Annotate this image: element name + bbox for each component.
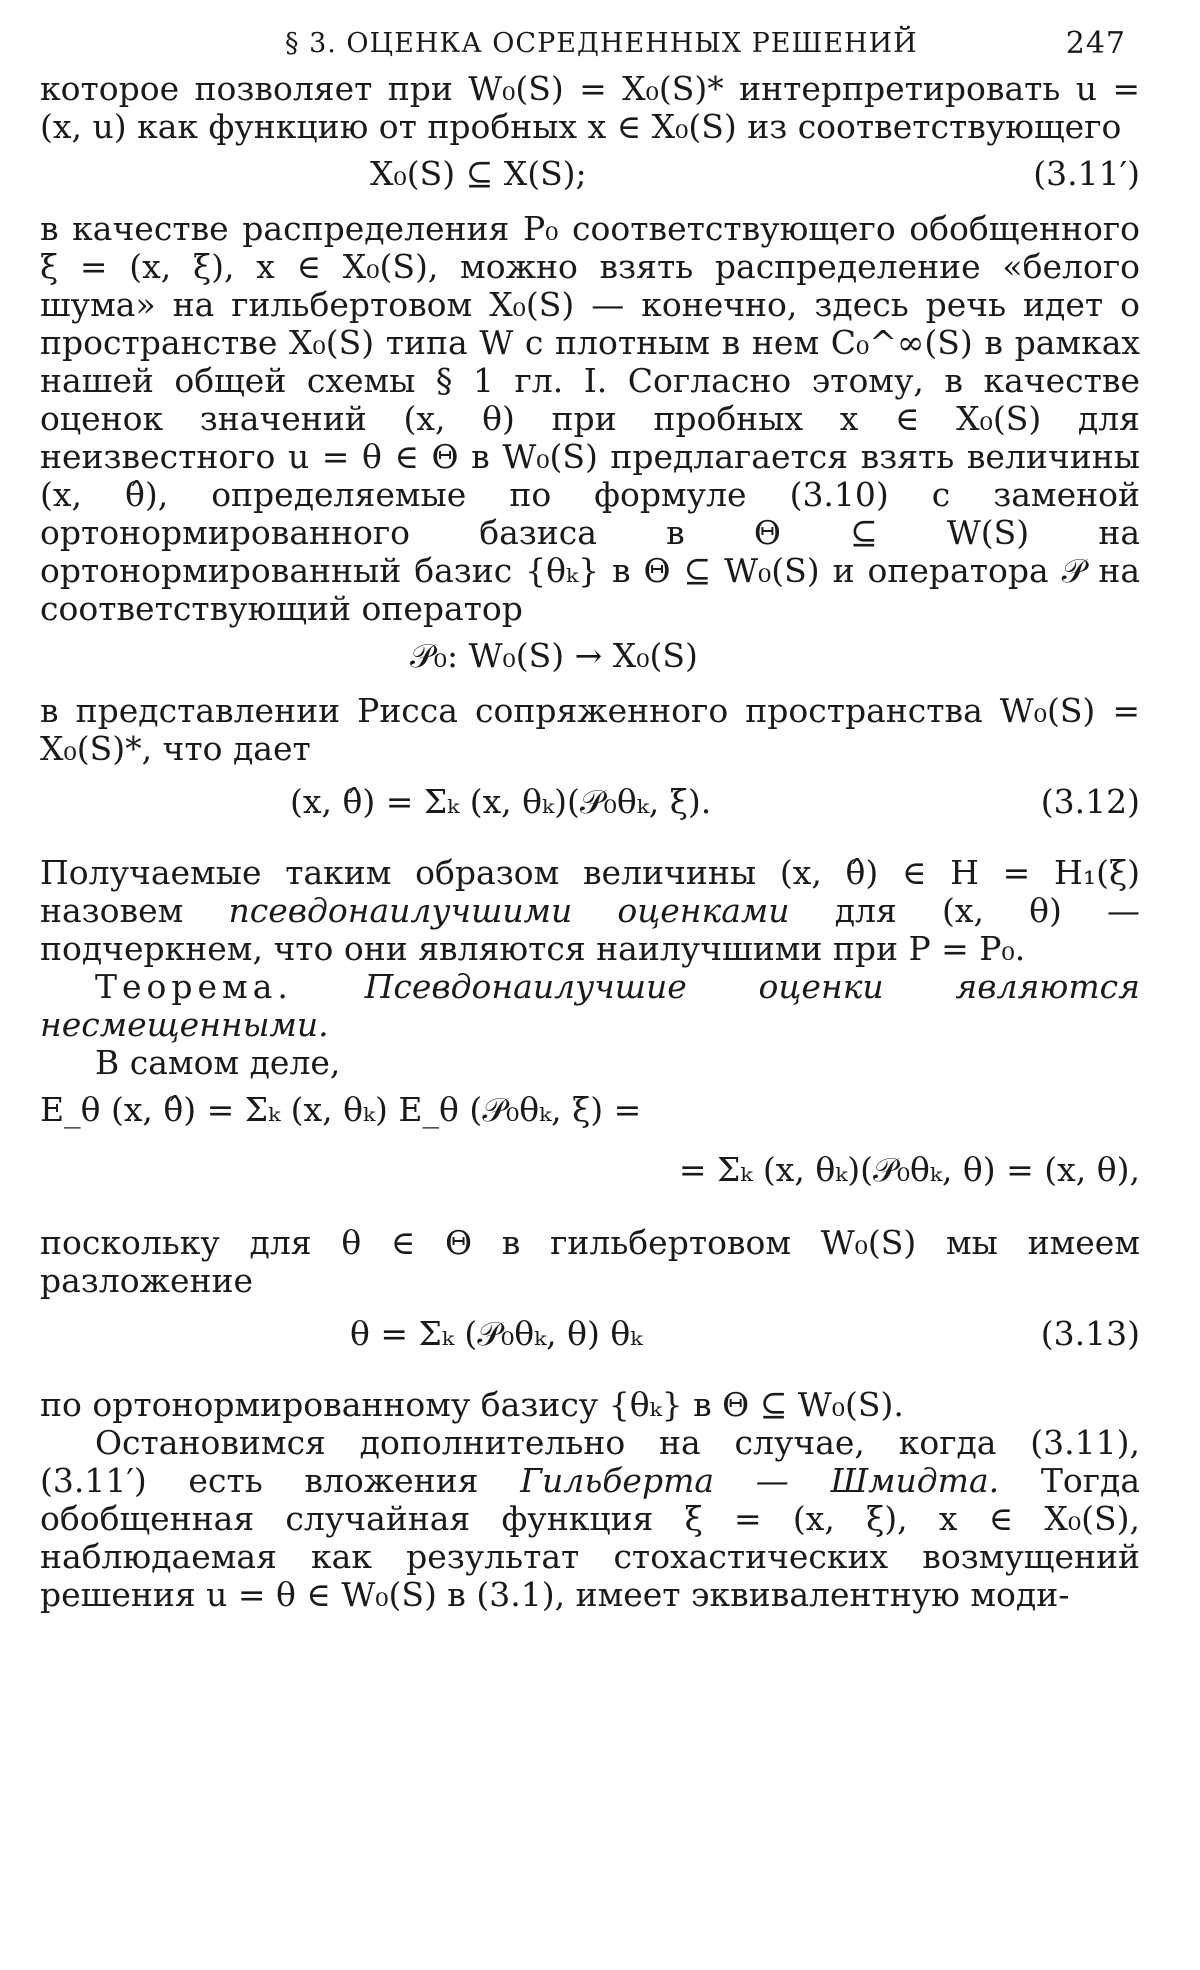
equation-3-13 bbox=[40, 1308, 1140, 1378]
equation-expr: X₀(S) ⊆ X(S); bbox=[370, 154, 587, 193]
paragraph-4-text-b: для (x, θ) — подчеркнем, что они являются наилучшими при P = P₀. bbox=[40, 891, 1140, 968]
equation-3-12 bbox=[40, 776, 1140, 846]
paragraph-1: которое позволяет при W₀(S) = X₀(S)* интерпретировать u = (x, u) как функцию от пробных x ∈ X₀(S) из соответствующего bbox=[40, 69, 1140, 146]
term-hilbert-schmidt: Гильберта — Шмидта. bbox=[520, 1461, 1000, 1500]
equation-3-11-prime bbox=[40, 154, 1140, 202]
paragraph-8 bbox=[40, 1424, 1140, 1614]
paragraph-2: в качестве распределения P₀ соответствующего обобщенного ξ = (x, ξ), x ∈ X₀(S), можно взять распределение «белого шума» на гильбертовом X₀(S) — конечно, здесь речь идет о пространстве X₀(S) типа W с плотным в нем C₀^∞(S) в рамках нашей общей схемы § 1 гл. I. Согласно этому, в качестве оценок значений (x, θ) при пробных x ∈ X₀(S) для неизвестного u = θ ∈ Θ в W₀(S) предлагается взять величины (x, θ̂), определяемые по формуле (3.10) с заменой ортонормированного базиса в Θ ⊆ W(S) на ортонормированный базис {θₖ} в Θ ⊆ W₀(S) и оператора 𝒫 на соответствующий оператор bbox=[40, 209, 1140, 628]
page-number: 247 bbox=[1065, 26, 1126, 61]
paragraph-8-text-a: Остановимся дополнительно на случае, когда (3.11), (3.11′) есть вложения bbox=[40, 1423, 1140, 1500]
equation-number: (3.13) bbox=[1040, 1314, 1140, 1353]
equation-operator bbox=[40, 636, 1140, 684]
theorem-label: Теорема. bbox=[95, 967, 293, 1006]
paragraph-4 bbox=[40, 854, 1140, 968]
paragraph-6: поскольку для θ ∈ Θ в гильбертовом W₀(S) мы имеем разложение bbox=[40, 1223, 1140, 1300]
running-head: § 3. ОЦЕНКА ОСРЕДНЕННЫХ РЕШЕНИЙ bbox=[285, 28, 918, 59]
equation-number: (3.12) bbox=[1040, 782, 1140, 821]
equation-expr: = Σₖ (x, θₖ)(𝒫₀θₖ, θ) = (x, θ), bbox=[678, 1150, 1140, 1189]
equation-number: (3.11′) bbox=[1033, 154, 1140, 193]
paragraph-4-text-a: Получаемые таким образом величины (x, θ̂) ∈ H = H₁(ξ) назовем bbox=[40, 853, 1140, 930]
equation-expectation-line-2 bbox=[40, 1146, 1140, 1216]
paragraph-3: в представлении Рисса сопряженного пространства W₀(S) = X₀(S)*, что дает bbox=[40, 691, 1140, 768]
page-header bbox=[40, 24, 1140, 70]
paragraph-7: по ортонормированному базису {θₖ} в Θ ⊆ W₀(S). bbox=[40, 1385, 904, 1424]
paragraph-5: В самом деле, bbox=[95, 1043, 341, 1082]
theorem-text: Псевдонаилучшие оценки являются несмещенными. bbox=[40, 967, 1140, 1044]
equation-expr: E_θ (x, θ̂) = Σₖ (x, θₖ) E_θ (𝒫₀θₖ, ξ) = bbox=[40, 1090, 642, 1129]
theorem bbox=[40, 968, 1140, 1044]
equation-expr: θ = Σₖ (𝒫₀θₖ, θ) θₖ bbox=[350, 1314, 643, 1353]
paragraph-8-text-b: Тогда обобщенная случайная функция ξ = (x, ξ), x ∈ X₀(S), наблюдаемая как результат стохастических возмущений решения u = θ ∈ W₀(S) в (3.1), имеет эквивалентную моди- bbox=[40, 1461, 1140, 1614]
equation-expr: 𝒫₀: W₀(S) → X₀(S) bbox=[410, 636, 698, 675]
equation-expr: (x, θ̂) = Σₖ (x, θₖ)(𝒫₀θₖ, ξ). bbox=[290, 782, 712, 821]
equation-expectation-line-1 bbox=[40, 1090, 1140, 1138]
term-pseudo-best: псевдонаилучшими оценками bbox=[228, 891, 790, 930]
